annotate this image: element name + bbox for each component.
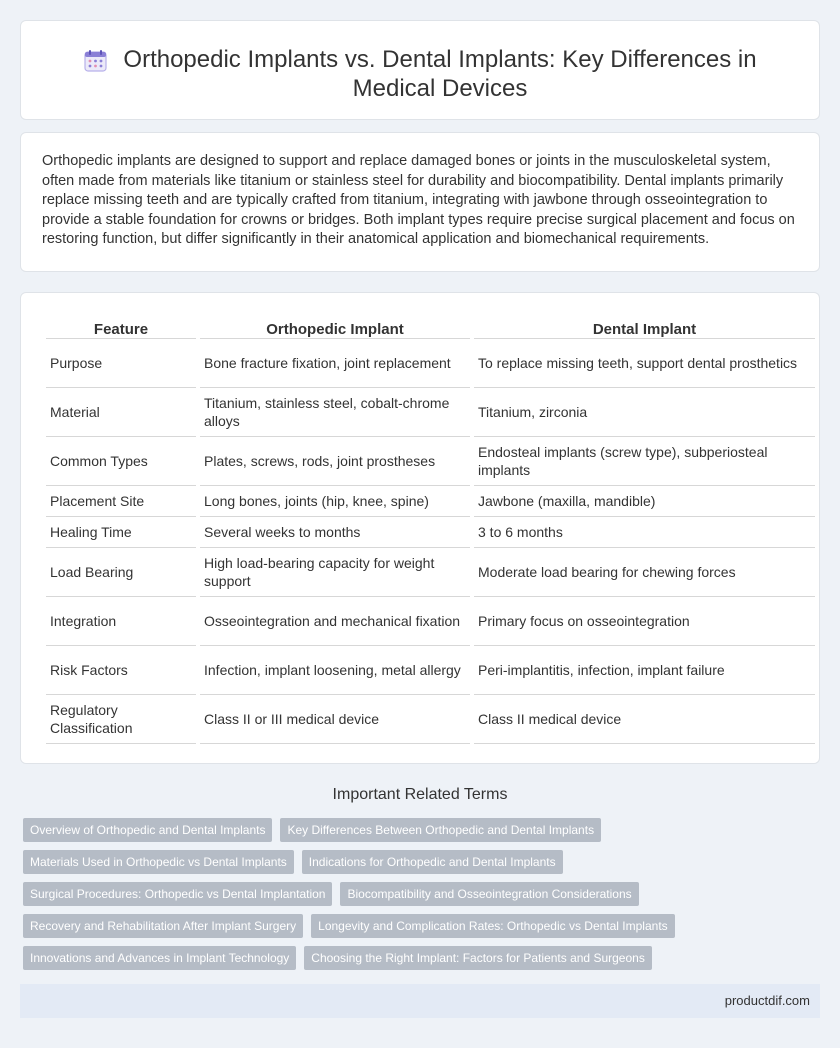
- related-terms-title: Important Related Terms: [332, 786, 508, 803]
- orthopedic-cell: Plates, screws, rods, joint prostheses: [200, 437, 470, 486]
- tag-row: [23, 882, 639, 906]
- dental-cell: Titanium, zirconia: [474, 388, 815, 437]
- related-term-tag[interactable]: Choosing the Right Implant: Factors for Patients and Surgeons: [304, 946, 652, 970]
- dental-cell: Moderate load bearing for chewing forces: [474, 548, 815, 597]
- related-term-tag[interactable]: Indications for Orthopedic and Dental Implants: [302, 850, 563, 874]
- intro-paragraph: Orthopedic implants are designed to support and replace damaged bones or joints in the musculoskeletal system, often made from materials like titanium or stainless steel for durability and biocompatibility. Dental implants primarily replace missing teeth and are typically crafted from titanium, integrating with jawbone through osseointegration to provide a stable foundation for crowns or bridges. Both implant types require precise surgical placement and focus on restoring function, but differ significantly in their anatomical application and biomechanical requirements.: [42, 153, 795, 247]
- related-term-tag[interactable]: Key Differences Between Orthopedic and Dental Implants: [280, 818, 601, 842]
- footer-site-link[interactable]: productdif.com: [724, 993, 810, 1008]
- table-row: [46, 695, 815, 744]
- dental-cell: Class II medical device: [474, 695, 815, 744]
- table-row: [46, 646, 815, 695]
- feature-cell: Material: [46, 388, 196, 437]
- calendar-icon: [83, 49, 109, 73]
- dental-cell: 3 to 6 months: [474, 517, 815, 548]
- table-row: [46, 548, 815, 597]
- tag-row: [23, 818, 601, 842]
- tag-row: [23, 850, 563, 874]
- feature-cell: Risk Factors: [46, 646, 196, 695]
- tag-row: [23, 946, 652, 970]
- dental-cell: Endosteal implants (screw type), subperiosteal implants: [474, 437, 815, 486]
- comparison-card: [20, 292, 820, 764]
- column-header-feature: Feature: [46, 315, 196, 339]
- feature-cell: Healing Time: [46, 517, 196, 548]
- orthopedic-cell: Infection, implant loosening, metal allergy: [200, 646, 470, 695]
- dental-cell: Jawbone (maxilla, mandible): [474, 486, 815, 517]
- dental-cell: Primary focus on osseointegration: [474, 597, 815, 646]
- orthopedic-cell: Long bones, joints (hip, knee, spine): [200, 486, 470, 517]
- table-row: [46, 597, 815, 646]
- page-title: Orthopedic Implants vs. Dental Implants: Key Differences in Medical Devices: [123, 46, 757, 102]
- table-row: [46, 388, 815, 437]
- feature-cell: Common Types: [46, 437, 196, 486]
- feature-cell: Regulatory Classification: [46, 695, 196, 744]
- intro-card: [20, 132, 820, 272]
- table-row: [46, 517, 815, 548]
- related-term-tag[interactable]: Surgical Procedures: Orthopedic vs Dental Implantation: [23, 882, 332, 906]
- orthopedic-cell: High load-bearing capacity for weight support: [200, 548, 470, 597]
- orthopedic-cell: Osseointegration and mechanical fixation: [200, 597, 470, 646]
- related-term-tag[interactable]: Recovery and Rehabilitation After Implant Surgery: [23, 914, 303, 938]
- orthopedic-cell: Bone fracture fixation, joint replacement: [200, 339, 470, 388]
- table-row: [46, 437, 815, 486]
- feature-cell: Purpose: [46, 339, 196, 388]
- comparison-table: [42, 315, 819, 744]
- orthopedic-cell: Class II or III medical device: [200, 695, 470, 744]
- tag-row: [23, 914, 675, 938]
- footer: [20, 984, 820, 1018]
- table-header-row: [46, 315, 815, 339]
- column-header-dental: Dental Implant: [474, 315, 815, 339]
- table-row: [46, 339, 815, 388]
- header-card: [20, 20, 820, 120]
- related-term-tag[interactable]: Biocompatibility and Osseointegration Considerations: [340, 882, 638, 906]
- dental-cell: Peri-implantitis, infection, implant failure: [474, 646, 815, 695]
- feature-cell: Load Bearing: [46, 548, 196, 597]
- orthopedic-cell: Titanium, stainless steel, cobalt-chrome alloys: [200, 388, 470, 437]
- feature-cell: Placement Site: [46, 486, 196, 517]
- related-term-tag[interactable]: Materials Used in Orthopedic vs Dental Implants: [23, 850, 294, 874]
- related-term-tag[interactable]: Overview of Orthopedic and Dental Implants: [23, 818, 272, 842]
- related-term-tag[interactable]: Longevity and Complication Rates: Orthopedic vs Dental Implants: [311, 914, 675, 938]
- table-row: [46, 486, 815, 517]
- title-wrap: [21, 45, 819, 103]
- dental-cell: To replace missing teeth, support dental prosthetics: [474, 339, 815, 388]
- orthopedic-cell: Several weeks to months: [200, 517, 470, 548]
- related-term-tag[interactable]: Innovations and Advances in Implant Technology: [23, 946, 296, 970]
- feature-cell: Integration: [46, 597, 196, 646]
- column-header-orthopedic: Orthopedic Implant: [200, 315, 470, 339]
